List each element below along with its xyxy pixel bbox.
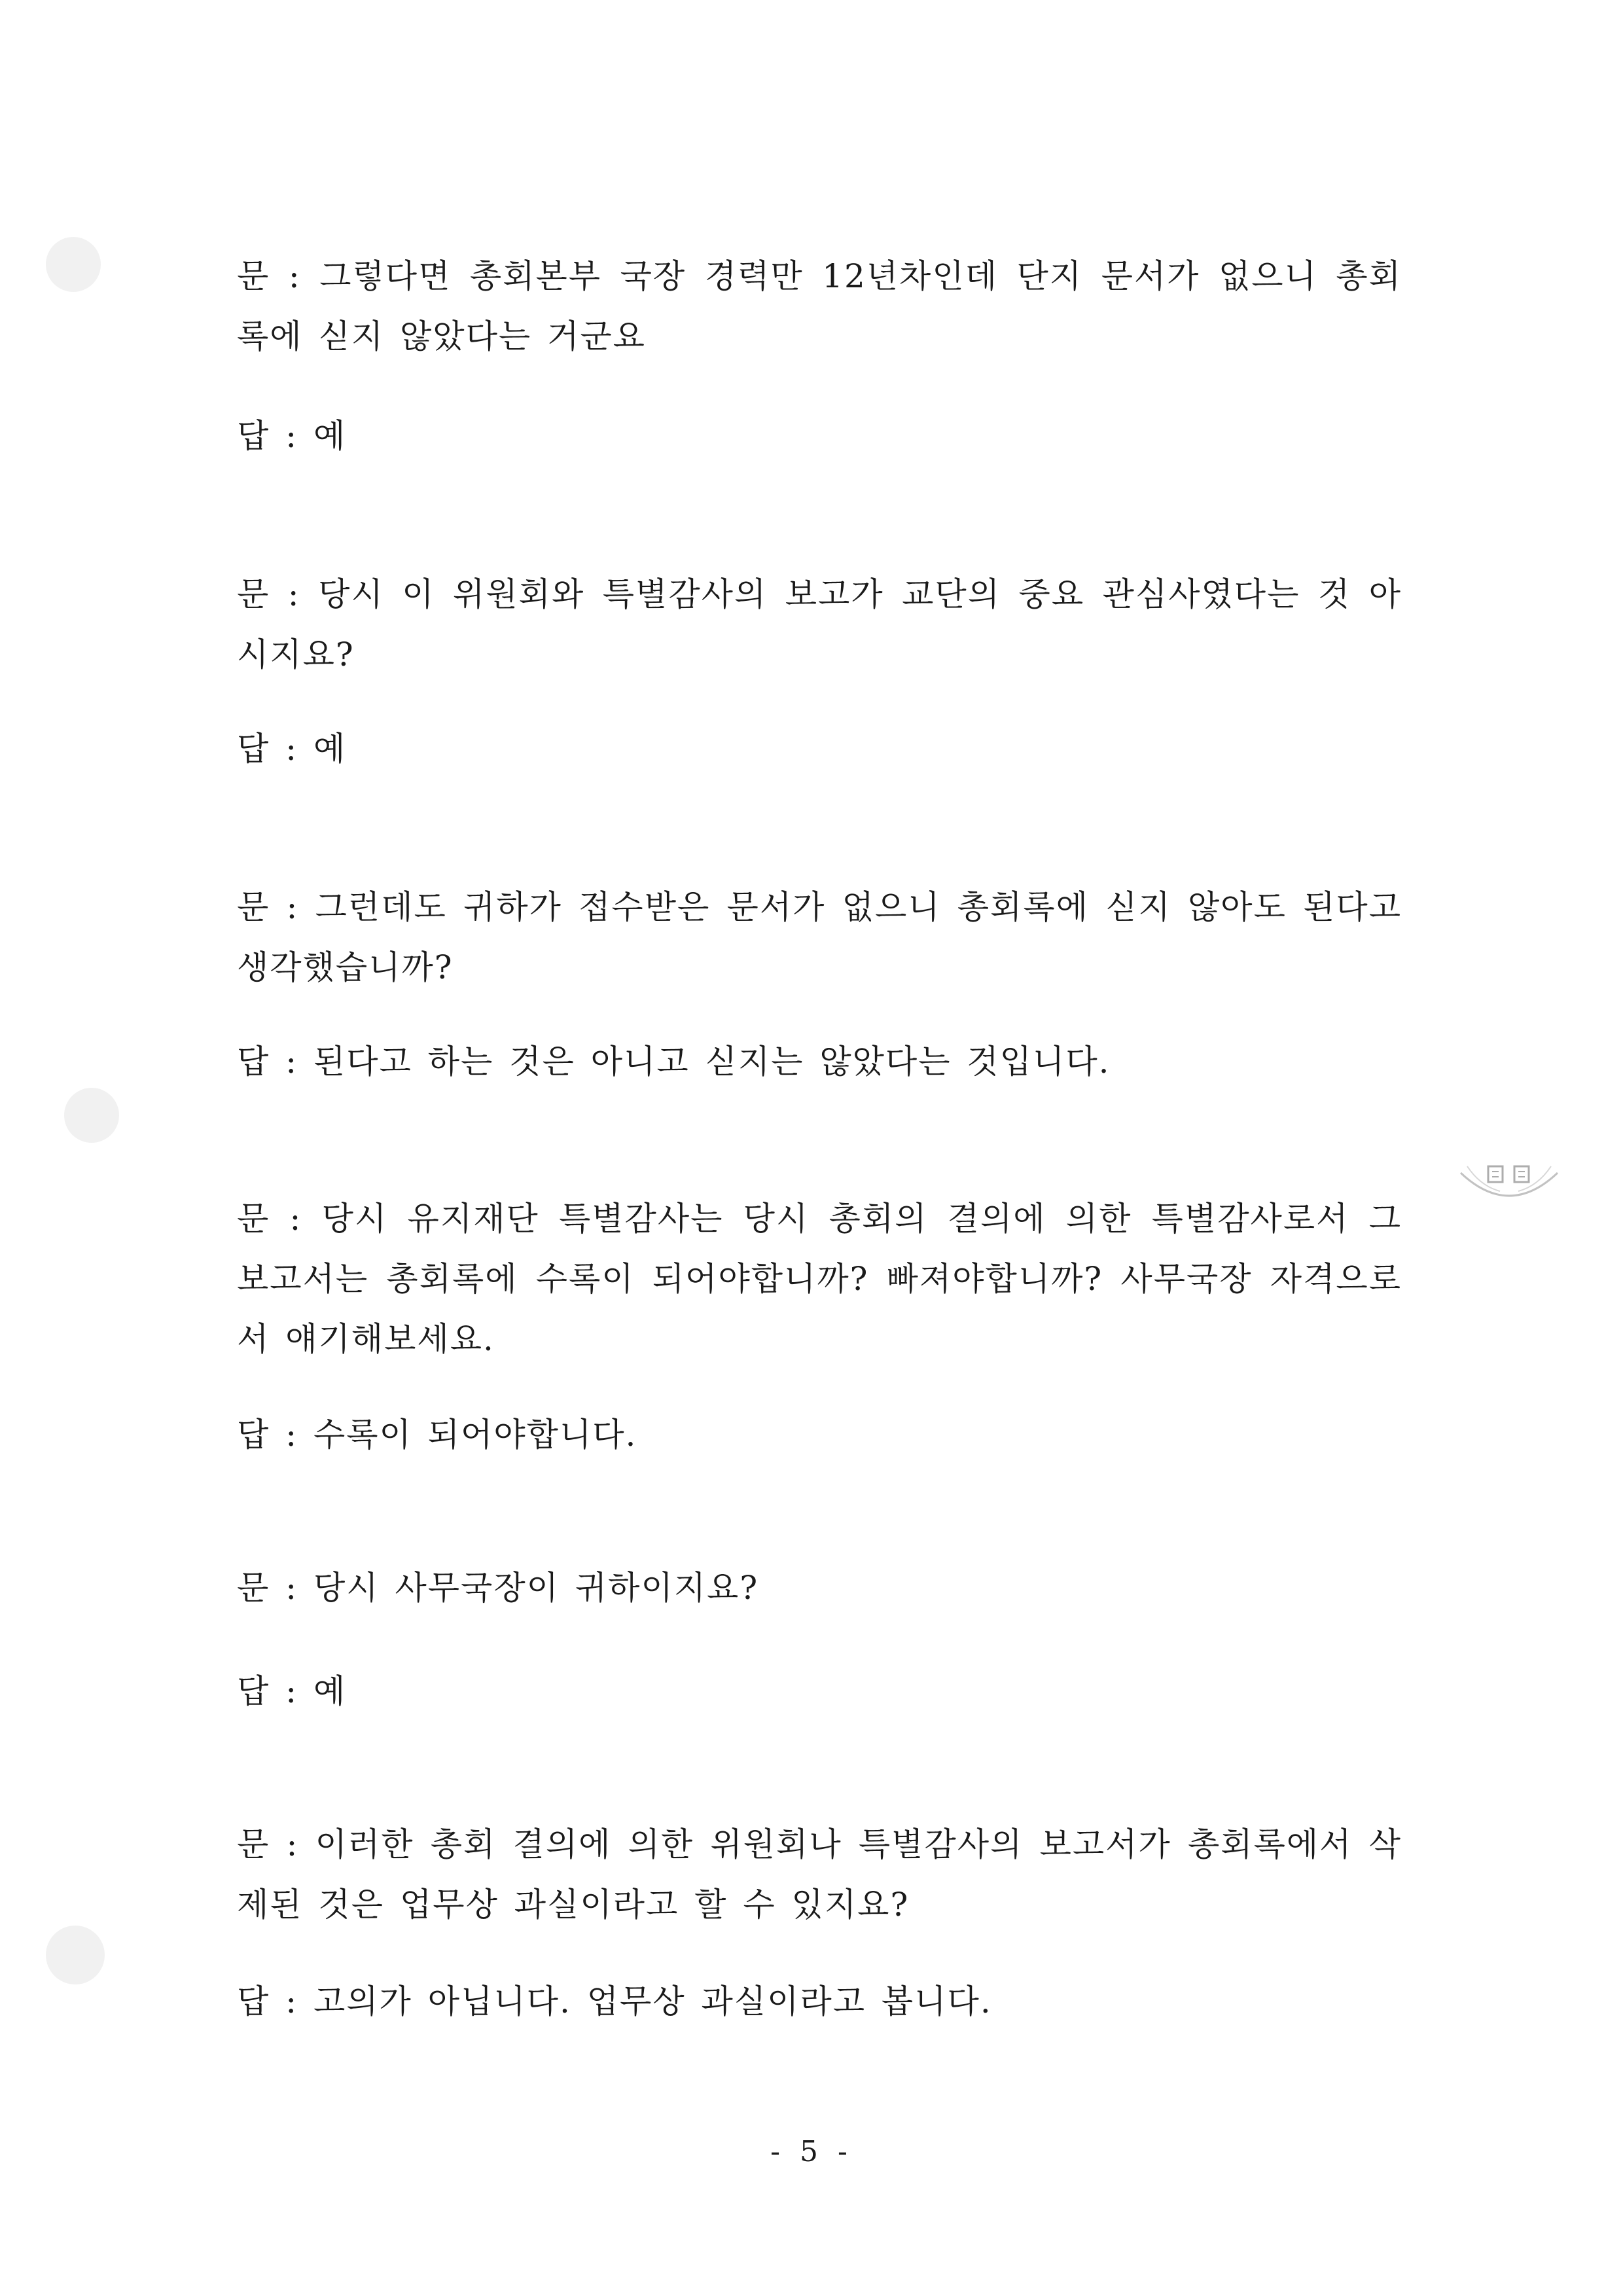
question-paragraph xyxy=(237,1189,1402,1369)
label-separator: : xyxy=(270,1982,313,2020)
label-separator: : xyxy=(270,1043,313,1081)
speaker-label: 답 xyxy=(237,1982,270,2020)
speaker-label: 문 xyxy=(237,257,270,295)
punch-hole xyxy=(46,1926,105,1984)
label-separator: : xyxy=(270,1200,322,1238)
question-paragraph xyxy=(237,1814,1402,1935)
speaker-label: 문 xyxy=(237,575,270,613)
statement-text: 그렇다면 총회본부 국장 경력만 12년차인데 단지 문서가 없으니 총회록에 싣지 않았다는 거군요 xyxy=(237,257,1402,355)
answer-paragraph xyxy=(237,1031,1402,1092)
question-paragraph xyxy=(237,564,1402,685)
question-paragraph xyxy=(237,246,1402,367)
statement-text: 이러한 총회 결의에 의한 위원회나 특별감사의 보고서가 총회록에서 삭제된 것은 업무상 과실이라고 할 수 있지요? xyxy=(237,1825,1402,1924)
label-separator: : xyxy=(270,1569,313,1607)
speaker-label: 문 xyxy=(237,888,270,926)
speaker-label: 답 xyxy=(237,1672,270,1710)
answer-paragraph xyxy=(237,1405,1402,1465)
seal-stamp-icon xyxy=(1454,1147,1564,1210)
label-separator: : xyxy=(270,1825,315,1863)
punch-hole xyxy=(46,237,101,292)
label-separator: : xyxy=(270,730,313,768)
statement-text: 예 xyxy=(313,417,347,455)
label-separator: : xyxy=(270,417,313,455)
statement-text: 당시 이 위원회와 특별감사의 보고가 교단의 중요 관심사였다는 것 아시지요? xyxy=(237,575,1402,673)
question-paragraph xyxy=(237,877,1402,997)
speaker-label: 문 xyxy=(237,1569,270,1607)
statement-text: 당시 사무국장이 귀하이지요? xyxy=(313,1569,759,1607)
speaker-label: 답 xyxy=(237,730,270,768)
speaker-label: 문 xyxy=(237,1200,270,1238)
answer-paragraph xyxy=(237,1971,1402,2032)
label-separator: : xyxy=(270,575,319,613)
speaker-label: 답 xyxy=(237,417,270,455)
punch-hole xyxy=(64,1088,119,1143)
answer-paragraph xyxy=(237,406,1402,466)
speaker-label: 문 xyxy=(237,1825,270,1863)
statement-text: 그런데도 귀하가 접수받은 문서가 없으니 총회록에 싣지 않아도 된다고 생각했습니까? xyxy=(237,888,1402,986)
statement-text: 당시 유지재단 특별감사는 당시 총회의 결의에 의한 특별감사로서 그 보고서는 총회록에 수록이 되어야합니까? 빠져야합니까? 사무국장 자격으로서 얘기해보세요. xyxy=(237,1200,1402,1358)
question-paragraph xyxy=(237,1558,1402,1618)
answer-paragraph xyxy=(237,1661,1402,1721)
statement-text: 고의가 아닙니다. 업무상 과실이라고 봅니다. xyxy=(313,1982,992,2020)
page-number: - 5 - xyxy=(770,2135,853,2168)
label-separator: : xyxy=(270,888,315,926)
statement-text: 예 xyxy=(313,730,347,768)
speaker-label: 답 xyxy=(237,1043,270,1081)
label-separator: : xyxy=(270,257,320,295)
label-separator: : xyxy=(270,1416,313,1454)
statement-text: 수록이 되어야합니다. xyxy=(313,1416,637,1454)
speaker-label: 답 xyxy=(237,1416,270,1454)
answer-paragraph xyxy=(237,719,1402,779)
statement-text: 된다고 하는 것은 아니고 싣지는 않았다는 것입니다. xyxy=(313,1043,1111,1081)
label-separator: : xyxy=(270,1672,313,1710)
statement-text: 예 xyxy=(313,1672,347,1710)
